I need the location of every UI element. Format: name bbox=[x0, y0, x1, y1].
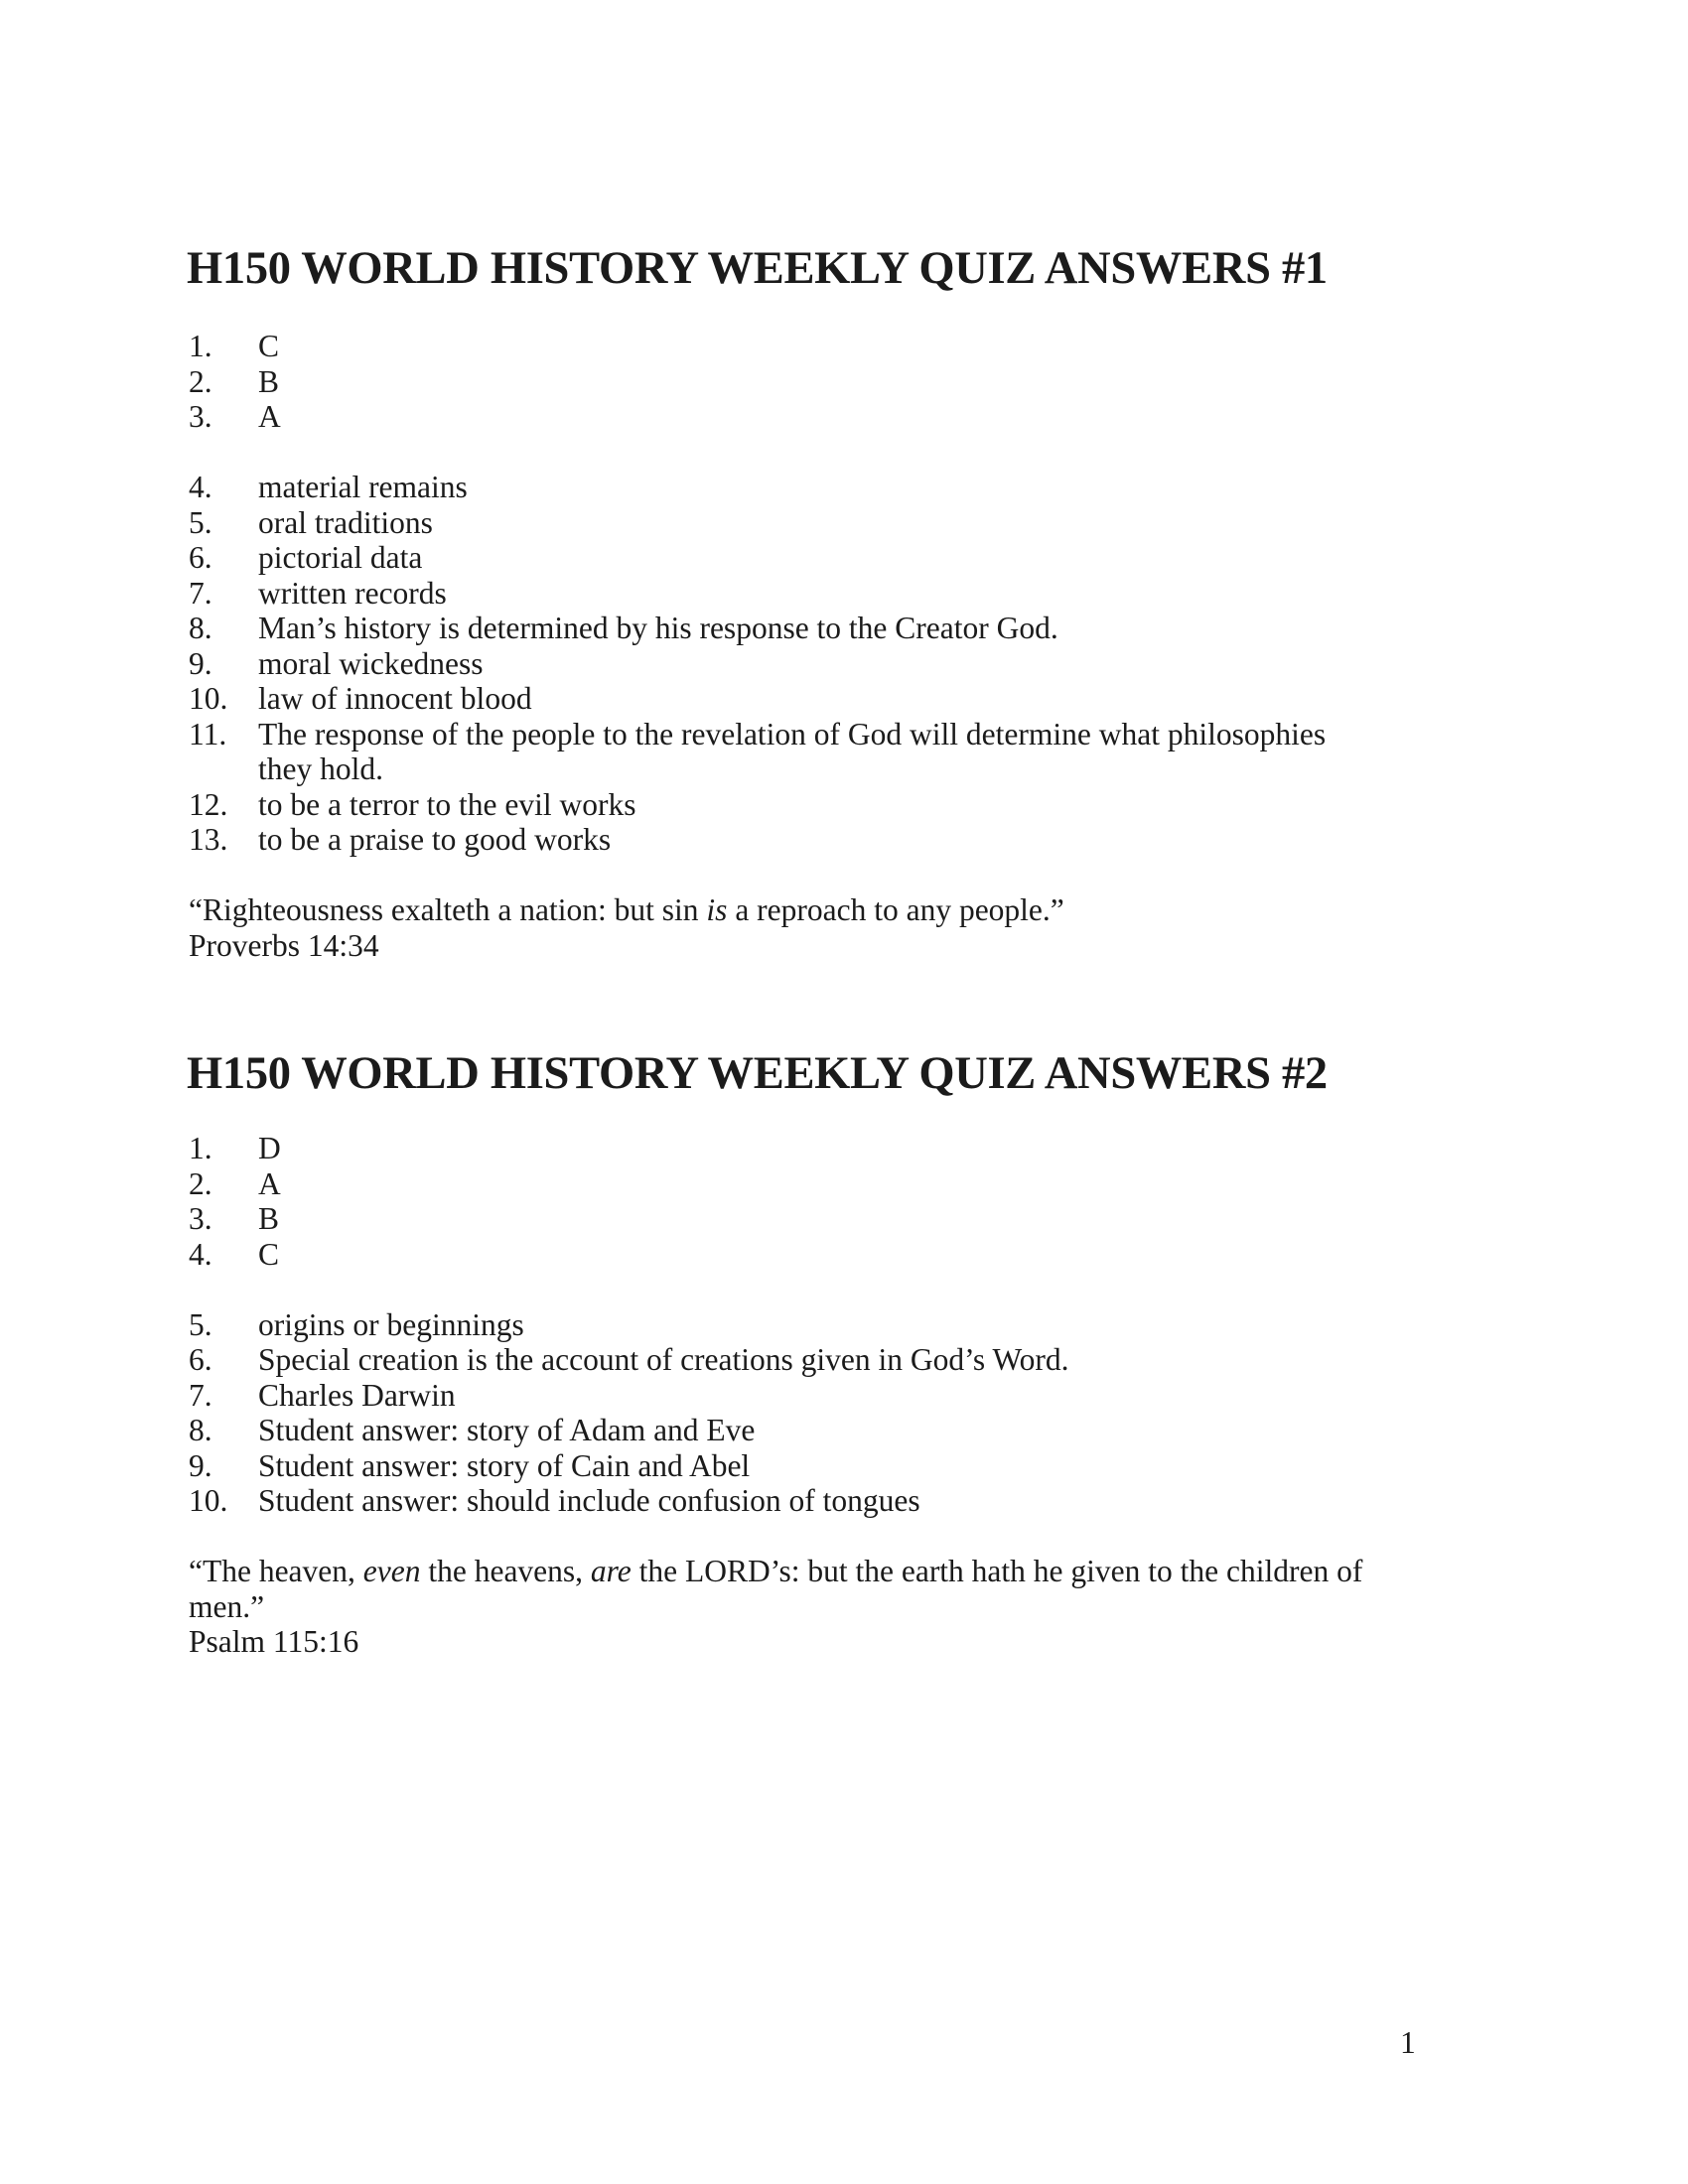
answer-text-continued: they hold. bbox=[258, 751, 383, 786]
answer-text: Student answer: story of Cain and Abel bbox=[258, 1447, 751, 1483]
answer-item bbox=[189, 822, 1430, 858]
answer-row bbox=[189, 646, 1430, 682]
answer-text: C bbox=[258, 1236, 280, 1272]
answer-item bbox=[189, 576, 1430, 612]
scripture-reference: Psalm 115:16 bbox=[189, 1624, 359, 1659]
quote-line bbox=[189, 1589, 1430, 1625]
answer-number: 5. bbox=[189, 1306, 212, 1342]
answer-row bbox=[189, 470, 1430, 505]
answer-item bbox=[189, 1131, 1430, 1166]
answer-row bbox=[189, 717, 1430, 752]
quote-emphasis: is bbox=[706, 892, 728, 927]
answer-item bbox=[189, 1237, 1430, 1273]
answer-text: material remains bbox=[258, 470, 468, 504]
answer-number: 1. bbox=[189, 1131, 212, 1165]
answer-text: Man’s history is determined by his response to the Creator God. bbox=[258, 611, 1058, 645]
answer-item bbox=[189, 1483, 1430, 1519]
answer-list bbox=[189, 1307, 1430, 1519]
answer-row bbox=[189, 540, 1430, 576]
answer-item bbox=[189, 646, 1430, 682]
answer-text: D bbox=[258, 1131, 281, 1165]
answer-item bbox=[189, 1201, 1430, 1237]
answer-text: The response of the people to the revelation of God will determine what philosophies bbox=[258, 716, 1327, 751]
answer-text: A bbox=[258, 399, 281, 434]
answer-text: Student answer: should include confusion of tongues bbox=[258, 1483, 920, 1518]
answer-number: 10. bbox=[189, 1483, 228, 1518]
blank-line bbox=[189, 435, 1430, 471]
answer-number: 4. bbox=[189, 1236, 212, 1272]
answer-row bbox=[189, 329, 1430, 364]
answer-row bbox=[189, 1448, 1430, 1484]
answer-item bbox=[189, 1307, 1430, 1343]
quote-emphasis: even bbox=[362, 1554, 421, 1588]
answer-number: 10. bbox=[189, 681, 228, 716]
answer-row bbox=[189, 1378, 1430, 1414]
answer-text: C bbox=[258, 329, 280, 363]
answer-row bbox=[189, 505, 1430, 541]
answer-number: 12. bbox=[189, 786, 228, 822]
answer-text: origins or beginnings bbox=[258, 1306, 524, 1342]
answer-text: Charles Darwin bbox=[258, 1377, 456, 1413]
answer-row bbox=[189, 681, 1430, 717]
answer-row bbox=[189, 399, 1430, 435]
answer-text: Student answer: story of Adam and Eve bbox=[258, 1413, 756, 1447]
quote-text: the LORD’s: but the earth hath he given to the children of bbox=[631, 1554, 1363, 1588]
answer-item bbox=[189, 717, 1430, 787]
answer-number: 2. bbox=[189, 1165, 212, 1201]
quote-text: a reproach to any people.” bbox=[727, 892, 1064, 927]
answer-number: 1. bbox=[189, 329, 212, 363]
quote-text: the heavens, bbox=[420, 1554, 591, 1588]
answer-text: to be a terror to the evil works bbox=[258, 786, 636, 822]
answer-text: law of innocent blood bbox=[258, 681, 532, 716]
quote-text: “Righteousness exalteth a nation: but sin bbox=[189, 892, 707, 927]
scripture-quote bbox=[189, 1554, 1430, 1624]
answer-number: 9. bbox=[189, 1447, 212, 1483]
answer-item bbox=[189, 681, 1430, 717]
answer-list bbox=[189, 329, 1430, 435]
answer-item bbox=[189, 399, 1430, 435]
answer-item bbox=[189, 364, 1430, 400]
answer-text: written records bbox=[258, 575, 447, 611]
answer-number: 7. bbox=[189, 1377, 212, 1413]
answer-number: 11. bbox=[189, 716, 227, 751]
answer-row bbox=[189, 787, 1430, 823]
answer-list bbox=[189, 470, 1430, 858]
answer-text: A bbox=[258, 1165, 281, 1201]
answer-text: Special creation is the account of creations given in God’s Word. bbox=[258, 1342, 1069, 1377]
blank-line bbox=[189, 858, 1430, 893]
answer-number: 3. bbox=[189, 399, 212, 434]
answer-row bbox=[189, 822, 1430, 858]
quote-emphasis: are bbox=[590, 1554, 632, 1588]
answer-item bbox=[189, 1448, 1430, 1484]
answer-item bbox=[189, 611, 1430, 646]
answer-row bbox=[189, 1166, 1430, 1202]
answer-text: oral traditions bbox=[258, 504, 433, 540]
answer-number: 13. bbox=[189, 822, 228, 857]
answer-number: 6. bbox=[189, 1342, 212, 1377]
quote-text: “The heaven, bbox=[189, 1554, 363, 1588]
quote-line bbox=[189, 1554, 1430, 1589]
answer-row bbox=[189, 364, 1430, 400]
scripture-reference: Proverbs 14:34 bbox=[189, 927, 379, 963]
answer-row bbox=[189, 1201, 1430, 1237]
answer-row bbox=[189, 576, 1430, 612]
quiz-2-answers bbox=[189, 1131, 1430, 1660]
answer-number: 7. bbox=[189, 575, 212, 611]
blank-line bbox=[189, 1272, 1430, 1307]
answer-item bbox=[189, 1413, 1430, 1448]
quiz-1-answers bbox=[189, 329, 1430, 963]
answer-row bbox=[189, 1131, 1430, 1166]
answer-row bbox=[189, 1413, 1430, 1448]
answer-row bbox=[189, 1342, 1430, 1378]
answer-list bbox=[189, 1131, 1430, 1272]
answer-item bbox=[189, 1378, 1430, 1414]
answer-number: 6. bbox=[189, 540, 212, 575]
answer-text: B bbox=[258, 1201, 280, 1236]
page-number: 1 bbox=[1400, 2025, 1416, 2060]
answer-number: 8. bbox=[189, 611, 212, 645]
answer-row bbox=[189, 611, 1430, 646]
answer-item bbox=[189, 1342, 1430, 1378]
quiz-1-title: H150 WORLD HISTORY WEEKLY QUIZ ANSWERS #1 bbox=[187, 243, 1328, 294]
answer-text: to be a praise to good works bbox=[258, 822, 612, 857]
answer-number: 3. bbox=[189, 1201, 212, 1236]
answer-item bbox=[189, 787, 1430, 823]
blank-line bbox=[189, 1519, 1430, 1555]
answer-text: B bbox=[258, 363, 280, 399]
quiz-2-title: H150 WORLD HISTORY WEEKLY QUIZ ANSWERS #2 bbox=[187, 1048, 1328, 1099]
answer-item bbox=[189, 540, 1430, 576]
answer-number: 8. bbox=[189, 1413, 212, 1447]
answer-number: 2. bbox=[189, 363, 212, 399]
answer-row bbox=[189, 1237, 1430, 1273]
quote-line bbox=[189, 892, 1430, 928]
quote-text: men.” bbox=[189, 1588, 265, 1624]
answer-text: pictorial data bbox=[258, 540, 423, 575]
scripture-quote bbox=[189, 892, 1430, 928]
answer-item bbox=[189, 1166, 1430, 1202]
answer-item bbox=[189, 329, 1430, 364]
answer-item bbox=[189, 505, 1430, 541]
answer-number: 4. bbox=[189, 470, 212, 504]
answer-row bbox=[189, 1483, 1430, 1519]
answer-row bbox=[189, 1307, 1430, 1343]
answer-item bbox=[189, 470, 1430, 505]
answer-text: moral wickedness bbox=[258, 645, 484, 681]
answer-number: 9. bbox=[189, 645, 212, 681]
answer-number: 5. bbox=[189, 504, 212, 540]
